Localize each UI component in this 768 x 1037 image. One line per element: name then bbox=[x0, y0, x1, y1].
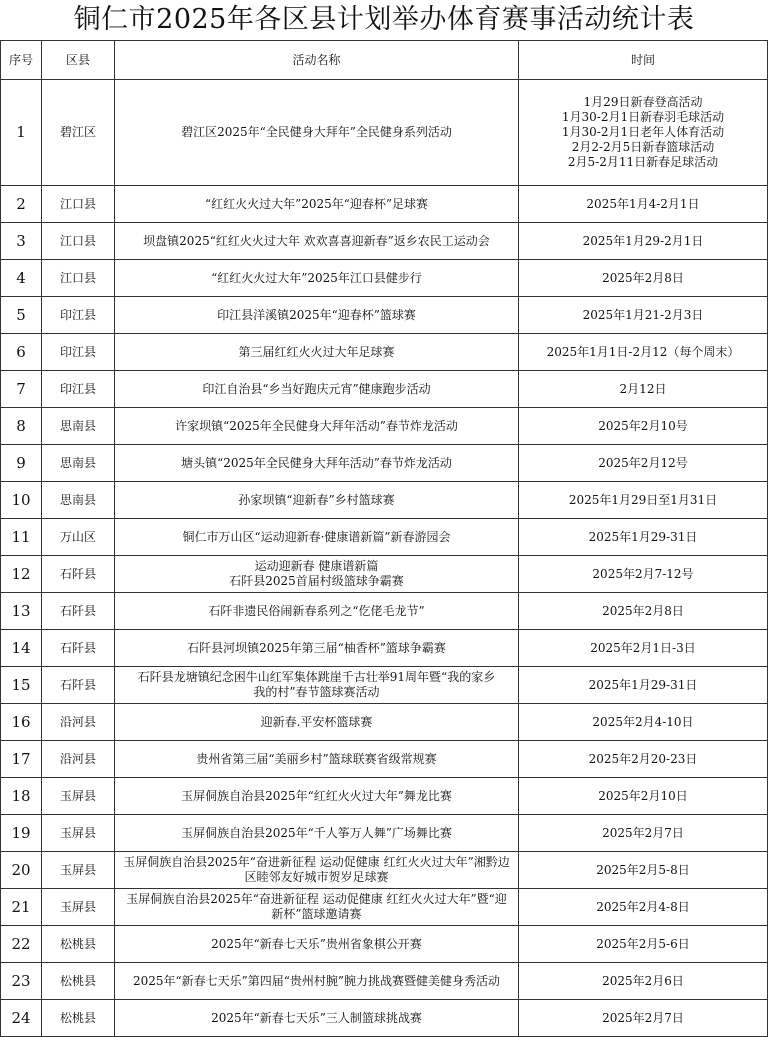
activity-line: 迎新春.平安杯篮球赛 bbox=[260, 714, 373, 729]
row-activity bbox=[115, 815, 519, 852]
row-county: 松桃县 bbox=[42, 1000, 115, 1037]
row-time bbox=[519, 630, 768, 667]
row-county: 玉屏县 bbox=[42, 815, 115, 852]
row-time bbox=[519, 519, 768, 556]
time-line: 2025年1月29日至1月31日 bbox=[568, 492, 718, 507]
time-line: 2025年2月5-6日 bbox=[596, 936, 690, 951]
time-line: 2025年2月10号 bbox=[598, 418, 688, 433]
table-row bbox=[1, 593, 768, 630]
row-time bbox=[519, 704, 768, 741]
row-time bbox=[519, 852, 768, 889]
row-county: 沿河县 bbox=[42, 741, 115, 778]
row-time bbox=[519, 408, 768, 445]
events-table bbox=[0, 40, 768, 1037]
row-activity bbox=[115, 926, 519, 963]
row-index: 14 bbox=[1, 630, 42, 667]
row-index: 16 bbox=[1, 704, 42, 741]
row-index: 3 bbox=[1, 223, 42, 260]
row-activity bbox=[115, 556, 519, 593]
time-line: 2025年2月7-12号 bbox=[592, 566, 694, 581]
row-activity bbox=[115, 260, 519, 297]
activity-line: 铜仁市万山区“运动迎新春·健康谱新篇”新春游园会 bbox=[182, 529, 451, 544]
row-time bbox=[519, 556, 768, 593]
row-index: 9 bbox=[1, 445, 42, 482]
time-line: 2025年1月29-31日 bbox=[588, 529, 698, 544]
row-county: 思南县 bbox=[42, 445, 115, 482]
time-line: 2025年2月5-8日 bbox=[596, 862, 690, 877]
row-county: 江口县 bbox=[42, 186, 115, 223]
row-index: 22 bbox=[1, 926, 42, 963]
row-index: 18 bbox=[1, 778, 42, 815]
time-line: 2025年2月7日 bbox=[602, 1010, 684, 1025]
table-row bbox=[1, 889, 768, 926]
row-county: 碧江区 bbox=[42, 80, 115, 186]
table-row bbox=[1, 778, 768, 815]
row-index: 23 bbox=[1, 963, 42, 1000]
row-index: 13 bbox=[1, 593, 42, 630]
table-row bbox=[1, 80, 768, 186]
row-index: 24 bbox=[1, 1000, 42, 1037]
row-activity bbox=[115, 334, 519, 371]
row-county: 江口县 bbox=[42, 223, 115, 260]
time-line: 2025年2月10日 bbox=[598, 788, 688, 803]
row-index: 4 bbox=[1, 260, 42, 297]
row-time bbox=[519, 223, 768, 260]
activity-line: 石阡非遗民俗闹新春系列之“仡佬毛龙节” bbox=[208, 603, 425, 618]
time-line: 2025年2月8日 bbox=[602, 603, 684, 618]
table-row bbox=[1, 926, 768, 963]
row-county: 思南县 bbox=[42, 408, 115, 445]
activity-line: 印江县洋溪镇2025年“迎春杯”篮球赛 bbox=[217, 307, 416, 322]
table-row bbox=[1, 260, 768, 297]
row-activity bbox=[115, 593, 519, 630]
activity-line: 孙家坝镇“迎新春”乡村篮球赛 bbox=[238, 492, 395, 507]
table-row bbox=[1, 815, 768, 852]
row-county: 石阡县 bbox=[42, 593, 115, 630]
activity-line: 石阡县河坝镇2025年第三届“柚香杯”篮球争霸赛 bbox=[187, 640, 446, 655]
time-line: 2025年2月12号 bbox=[598, 455, 688, 470]
table-row bbox=[1, 482, 768, 519]
time-line: 2025年1月29-2月1日 bbox=[582, 233, 704, 248]
time-line: 2025年2月6日 bbox=[602, 973, 684, 988]
row-time bbox=[519, 1000, 768, 1037]
row-index: 21 bbox=[1, 889, 42, 926]
row-activity bbox=[115, 371, 519, 408]
activity-line: 塘头镇“2025年全民健身大拜年活动”春节炸龙活动 bbox=[181, 455, 452, 470]
activity-line: 玉屏侗族自治县2025年“奋进新征程 运动促健康 红红火火过大年”暨“迎 bbox=[126, 892, 507, 906]
row-index: 7 bbox=[1, 371, 42, 408]
row-index: 2 bbox=[1, 186, 42, 223]
table-row bbox=[1, 223, 768, 260]
row-time bbox=[519, 741, 768, 778]
header-row bbox=[1, 41, 768, 80]
row-activity bbox=[115, 186, 519, 223]
row-index: 17 bbox=[1, 741, 42, 778]
row-county: 石阡县 bbox=[42, 667, 115, 704]
time-line: 2月12日 bbox=[619, 381, 667, 396]
row-activity bbox=[115, 408, 519, 445]
table-row bbox=[1, 556, 768, 593]
row-activity bbox=[115, 704, 519, 741]
time-line: 2025年1月4-2月1日 bbox=[586, 196, 700, 211]
row-county: 印江县 bbox=[42, 297, 115, 334]
table-row bbox=[1, 519, 768, 556]
row-county: 玉屏县 bbox=[42, 852, 115, 889]
row-county: 石阡县 bbox=[42, 630, 115, 667]
row-time bbox=[519, 963, 768, 1000]
activity-line: 许家坝镇“2025年全民健身大拜年活动”春节炸龙活动 bbox=[175, 418, 458, 433]
row-time bbox=[519, 926, 768, 963]
activity-line: 我的村”春节篮球赛活动 bbox=[253, 685, 380, 699]
row-time bbox=[519, 80, 768, 186]
row-county: 沿河县 bbox=[42, 704, 115, 741]
row-time bbox=[519, 186, 768, 223]
activity-line: 第三届红红火火过大年足球赛 bbox=[238, 344, 395, 359]
row-time bbox=[519, 297, 768, 334]
row-time bbox=[519, 667, 768, 704]
activity-line: 石阡县龙塘镇纪念困牛山红军集体跳崖千古壮举91周年暨“我的家乡 bbox=[137, 670, 496, 684]
activity-line: 贵州省第三届“美丽乡村”篮球联赛省级常规赛 bbox=[196, 751, 437, 766]
table-row bbox=[1, 704, 768, 741]
row-county: 松桃县 bbox=[42, 926, 115, 963]
row-time bbox=[519, 260, 768, 297]
table-row bbox=[1, 852, 768, 889]
time-line: 2月2-2月5日新春篮球活动 bbox=[571, 140, 715, 154]
table-row bbox=[1, 741, 768, 778]
row-index: 15 bbox=[1, 667, 42, 704]
time-line: 2025年2月1日-3日 bbox=[590, 640, 696, 655]
table-row bbox=[1, 371, 768, 408]
table-row bbox=[1, 297, 768, 334]
table-row bbox=[1, 408, 768, 445]
row-time bbox=[519, 371, 768, 408]
activity-line: 玉屏侗族自治县2025年“千人筝万人舞”广场舞比赛 bbox=[181, 825, 452, 840]
time-line: 1月30-2月1日老年人体育活动 bbox=[561, 125, 725, 139]
table-row bbox=[1, 186, 768, 223]
row-activity bbox=[115, 297, 519, 334]
row-index: 20 bbox=[1, 852, 42, 889]
table-row bbox=[1, 445, 768, 482]
time-line: 2025年2月7日 bbox=[602, 825, 684, 840]
table-body bbox=[1, 80, 768, 1037]
time-line: 2月5-2月11日新春足球活动 bbox=[567, 155, 719, 169]
row-index: 8 bbox=[1, 408, 42, 445]
row-time bbox=[519, 482, 768, 519]
table-row bbox=[1, 334, 768, 371]
activity-line: 碧江区2025年“全民健身大拜年”全民健身系列活动 bbox=[181, 125, 452, 139]
row-time bbox=[519, 815, 768, 852]
time-line: 1月29日新春登高活动 bbox=[583, 95, 703, 109]
row-activity bbox=[115, 852, 519, 889]
table-row bbox=[1, 963, 768, 1000]
activity-line: “红红火火过大年”2025年江口县健步行 bbox=[211, 270, 422, 285]
activity-line: 石阡县2025首届村级篮球争霸赛 bbox=[229, 574, 404, 588]
row-time bbox=[519, 778, 768, 815]
row-county: 玉屏县 bbox=[42, 778, 115, 815]
time-line: 2025年2月8日 bbox=[602, 270, 684, 285]
activity-line: 2025年“新春七天乐”贵州省象棋公开赛 bbox=[211, 936, 422, 951]
activity-line: 玉屏侗族自治县2025年“红红火火过大年”舞龙比赛 bbox=[181, 788, 452, 803]
row-county: 江口县 bbox=[42, 260, 115, 297]
header-activity: 活动名称 bbox=[115, 41, 519, 80]
row-index: 1 bbox=[1, 80, 42, 186]
activity-line: 印江自治县“乡当好跑庆元宵”健康跑步活动 bbox=[202, 381, 431, 396]
row-activity bbox=[115, 778, 519, 815]
header-county: 区县 bbox=[42, 41, 115, 80]
row-activity bbox=[115, 1000, 519, 1037]
row-activity bbox=[115, 80, 519, 186]
row-activity bbox=[115, 519, 519, 556]
time-line: 2025年1月21-2月3日 bbox=[582, 307, 704, 322]
table-row bbox=[1, 1000, 768, 1037]
time-line: 2025年2月20-23日 bbox=[588, 751, 698, 766]
row-activity bbox=[115, 445, 519, 482]
row-time bbox=[519, 889, 768, 926]
activity-line: 玉屏侗族自治县2025年“奋进新征程 运动促健康 红红火火过大年”湘黔边 bbox=[123, 855, 510, 869]
row-time bbox=[519, 445, 768, 482]
activity-line: 区睦邻友好城市贺岁足球赛 bbox=[244, 870, 389, 884]
time-line: 2025年2月4-10日 bbox=[592, 714, 694, 729]
row-activity bbox=[115, 741, 519, 778]
row-county: 万山区 bbox=[42, 519, 115, 556]
row-index: 10 bbox=[1, 482, 42, 519]
row-time bbox=[519, 593, 768, 630]
activity-line: 2025年“新春七天乐”三人制篮球挑战赛 bbox=[211, 1010, 422, 1025]
row-time bbox=[519, 334, 768, 371]
activity-line: “红红火火过大年”2025年“迎春杯”足球赛 bbox=[204, 196, 429, 211]
activity-line: 新杯”篮球邀请赛 bbox=[271, 907, 362, 921]
row-index: 5 bbox=[1, 297, 42, 334]
activity-line: 运动迎新春 健康谱新篇 bbox=[254, 559, 379, 573]
row-county: 玉屏县 bbox=[42, 889, 115, 926]
time-line: 2025年1月29-31日 bbox=[588, 677, 698, 692]
activity-line: 坝盘镇2025“红红火火过大年 欢欢喜喜迎新春”返乡农民工运动会 bbox=[143, 233, 490, 248]
row-county: 印江县 bbox=[42, 371, 115, 408]
table-row bbox=[1, 630, 768, 667]
row-activity bbox=[115, 889, 519, 926]
time-line: 2025年2月4-8日 bbox=[596, 899, 690, 914]
row-activity bbox=[115, 963, 519, 1000]
header-time: 时间 bbox=[519, 41, 768, 80]
row-activity bbox=[115, 482, 519, 519]
row-index: 12 bbox=[1, 556, 42, 593]
row-county: 思南县 bbox=[42, 482, 115, 519]
time-line: 1月30-2月1日新春羽毛球活动 bbox=[561, 110, 725, 124]
row-index: 6 bbox=[1, 334, 42, 371]
row-index: 19 bbox=[1, 815, 42, 852]
time-line: 2025年1月1日-2月12（每个周末） bbox=[546, 344, 740, 359]
table-row bbox=[1, 667, 768, 704]
row-county: 松桃县 bbox=[42, 963, 115, 1000]
activity-line: 2025年“新春七天乐”第四届“贵州村腕”腕力挑战赛暨健美健身秀活动 bbox=[132, 973, 501, 988]
row-activity bbox=[115, 223, 519, 260]
page-title: 铜仁市2025年各区县计划举办体育赛事活动统计表 bbox=[73, 4, 695, 35]
row-county: 石阡县 bbox=[42, 556, 115, 593]
header-index: 序号 bbox=[1, 41, 42, 80]
row-county: 印江县 bbox=[42, 334, 115, 371]
row-activity bbox=[115, 667, 519, 704]
row-index: 11 bbox=[1, 519, 42, 556]
row-activity bbox=[115, 630, 519, 667]
